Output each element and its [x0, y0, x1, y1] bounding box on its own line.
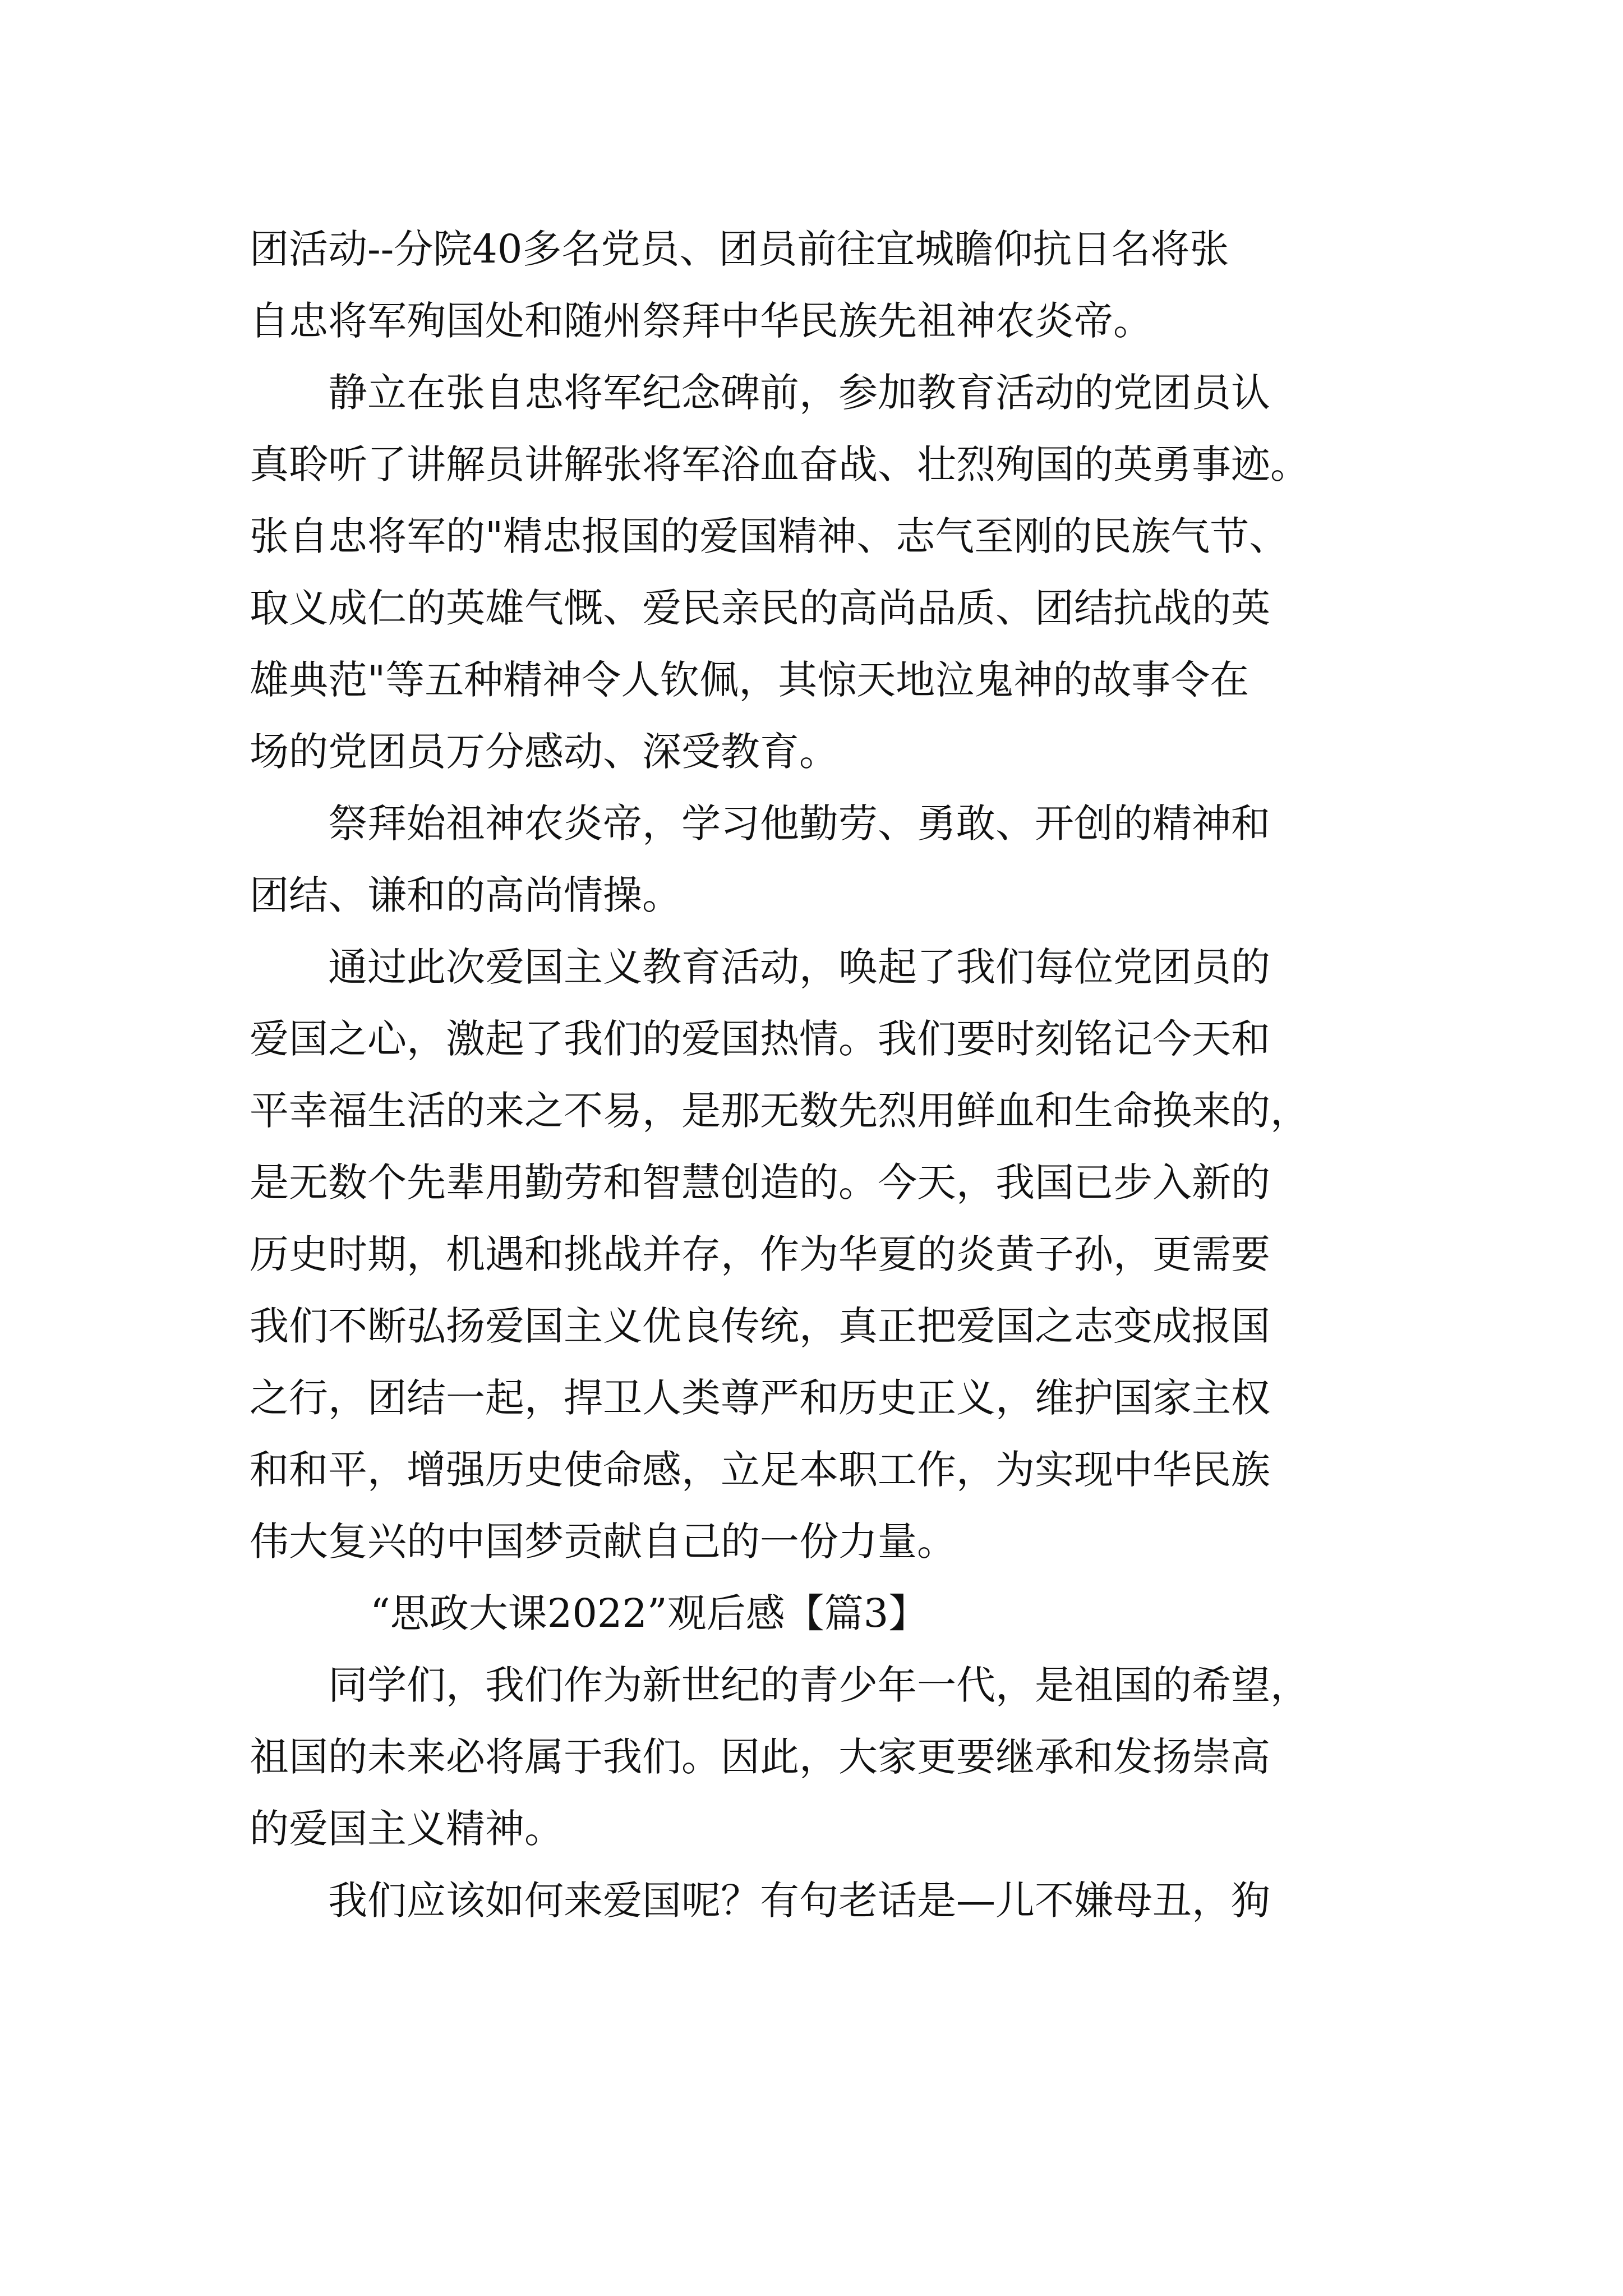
- text-line: 真聆听了讲解员讲解张将军浴血奋战、壮烈殉国的英勇事迹。: [250, 441, 1310, 487]
- text-line: 伟大复兴的中国梦贡献自己的一份力量。: [250, 1519, 956, 1565]
- text-line: 是无数个先辈用勤劳和智慧创造的。今天，我国已步入新的: [250, 1159, 1270, 1205]
- text-line: 历史时期，机遇和挑战并存，作为华夏的炎黄子孙，更需要: [250, 1231, 1270, 1277]
- text-line: 祖国的未来必将属于我们。因此，大家更要继承和发扬崇高: [250, 1734, 1270, 1780]
- paragraph-start-line: 静立在张自忠将军纪念碑前，参加教育活动的党团员认: [328, 370, 1270, 416]
- paragraph-start-line: 祭拜始祖神农炎帝，学习他勤劳、勇敢、开创的精神和: [328, 800, 1270, 846]
- text-line: 自忠将军殉国处和随州祭拜中华民族先祖神农炎帝。: [250, 298, 1152, 344]
- paragraph-start-line: 我们应该如何来爱国呢？有句老话是—儿不嫌母丑，狗: [328, 1878, 1270, 1924]
- text-line: 爱国之心，激起了我们的爱国热情。我们要时刻铭记今天和: [250, 1016, 1270, 1062]
- text-line: 我们不断弘扬爱国主义优良传统，真正把爱国之志变成报国: [250, 1303, 1270, 1349]
- paragraph-start-line: 同学们，我们作为新世纪的青少年一代，是祖国的希望，: [328, 1662, 1310, 1708]
- text-line: 取义成仁的英雄气慨、爱民亲民的高尚品质、团结抗战的英: [250, 585, 1270, 631]
- text-line: 雄典范"等五种精神令人钦佩，其惊天地泣鬼神的故事令在: [250, 657, 1249, 703]
- text-line: 的爱国主义精神。: [250, 1806, 564, 1852]
- text-line: 团活动--分院40多名党员、团员前往宜城瞻仰抗日名将张: [250, 226, 1229, 272]
- section-heading: “思政大课2022”观后感【篇3】: [370, 1590, 928, 1636]
- paragraph-start-line: 通过此次爱国主义教育活动，唤起了我们每位党团员的: [328, 944, 1270, 990]
- text-line: 之行，团结一起，捍卫人类尊严和历史正义，维护国家主权: [250, 1375, 1270, 1421]
- text-line: 团结、谦和的高尚情操。: [250, 872, 681, 918]
- text-line: 张自忠将军的"精忠报国的爱国精神、志气至刚的民族气节、: [250, 513, 1289, 559]
- text-line: 场的党团员万分感动、深受教育。: [250, 729, 838, 775]
- text-line: 平幸福生活的来之不易，是那无数先烈用鲜血和生命换来的，: [250, 1088, 1310, 1134]
- text-line: 和和平，增强历史使命感，立足本职工作，为实现中华民族: [250, 1447, 1270, 1493]
- document-body: [250, 213, 1382, 1936]
